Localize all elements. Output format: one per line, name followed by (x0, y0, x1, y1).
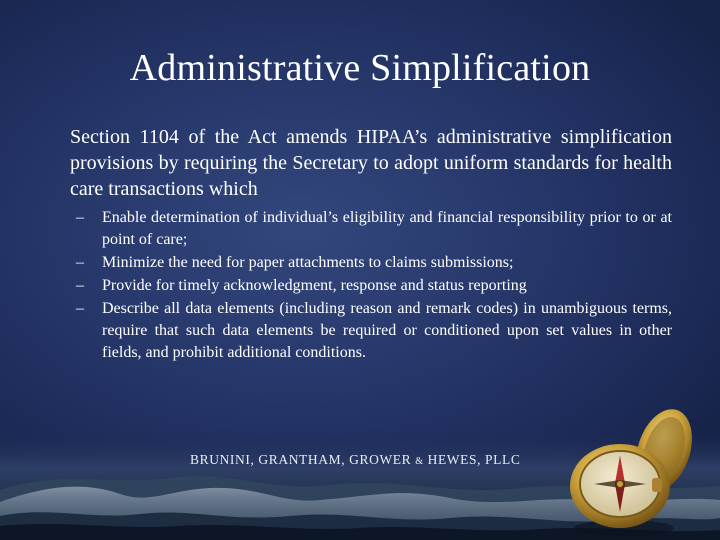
intro-paragraph: Section 1104 of the Act amends HIPAA’s administrative simplification provisions by requiring the Secretary to adopt uniform standards for health care transactions which (70, 126, 672, 200)
bullet-text: Provide for timely acknowledgment, response and status reporting (102, 277, 527, 294)
bullet-item (76, 252, 672, 274)
bullet-text: Enable determination of individual’s eligibility and financial responsibility prior to or at point of care; (102, 209, 672, 248)
bullet-dash: – (76, 254, 84, 271)
firm-name-ampersand: & (415, 456, 424, 467)
bullet-list (76, 207, 672, 365)
bullet-item (76, 207, 672, 251)
firm-name (190, 452, 550, 468)
bullet-item (76, 275, 672, 297)
slide-title: Administrative Simplification (129, 47, 591, 89)
bullet-dash: – (76, 209, 84, 226)
bullet-text: Minimize the need for paper attachments to claims submissions; (102, 254, 514, 271)
bullet-text: Describe all data elements (including reason and remark codes) in unambiguous terms, require that such data elements be required or conditioned upon set values in other fields, and prohibit additional conditions. (102, 300, 672, 361)
compass-icon (556, 400, 706, 540)
bullet-dash: – (76, 300, 84, 317)
firm-name-part2: HEWES, PLLC (423, 452, 521, 467)
bullet-item (76, 298, 672, 364)
bullet-dash: – (76, 277, 84, 294)
firm-name-part1: BRUNINI, GRANTHAM, GROWER (190, 452, 416, 467)
